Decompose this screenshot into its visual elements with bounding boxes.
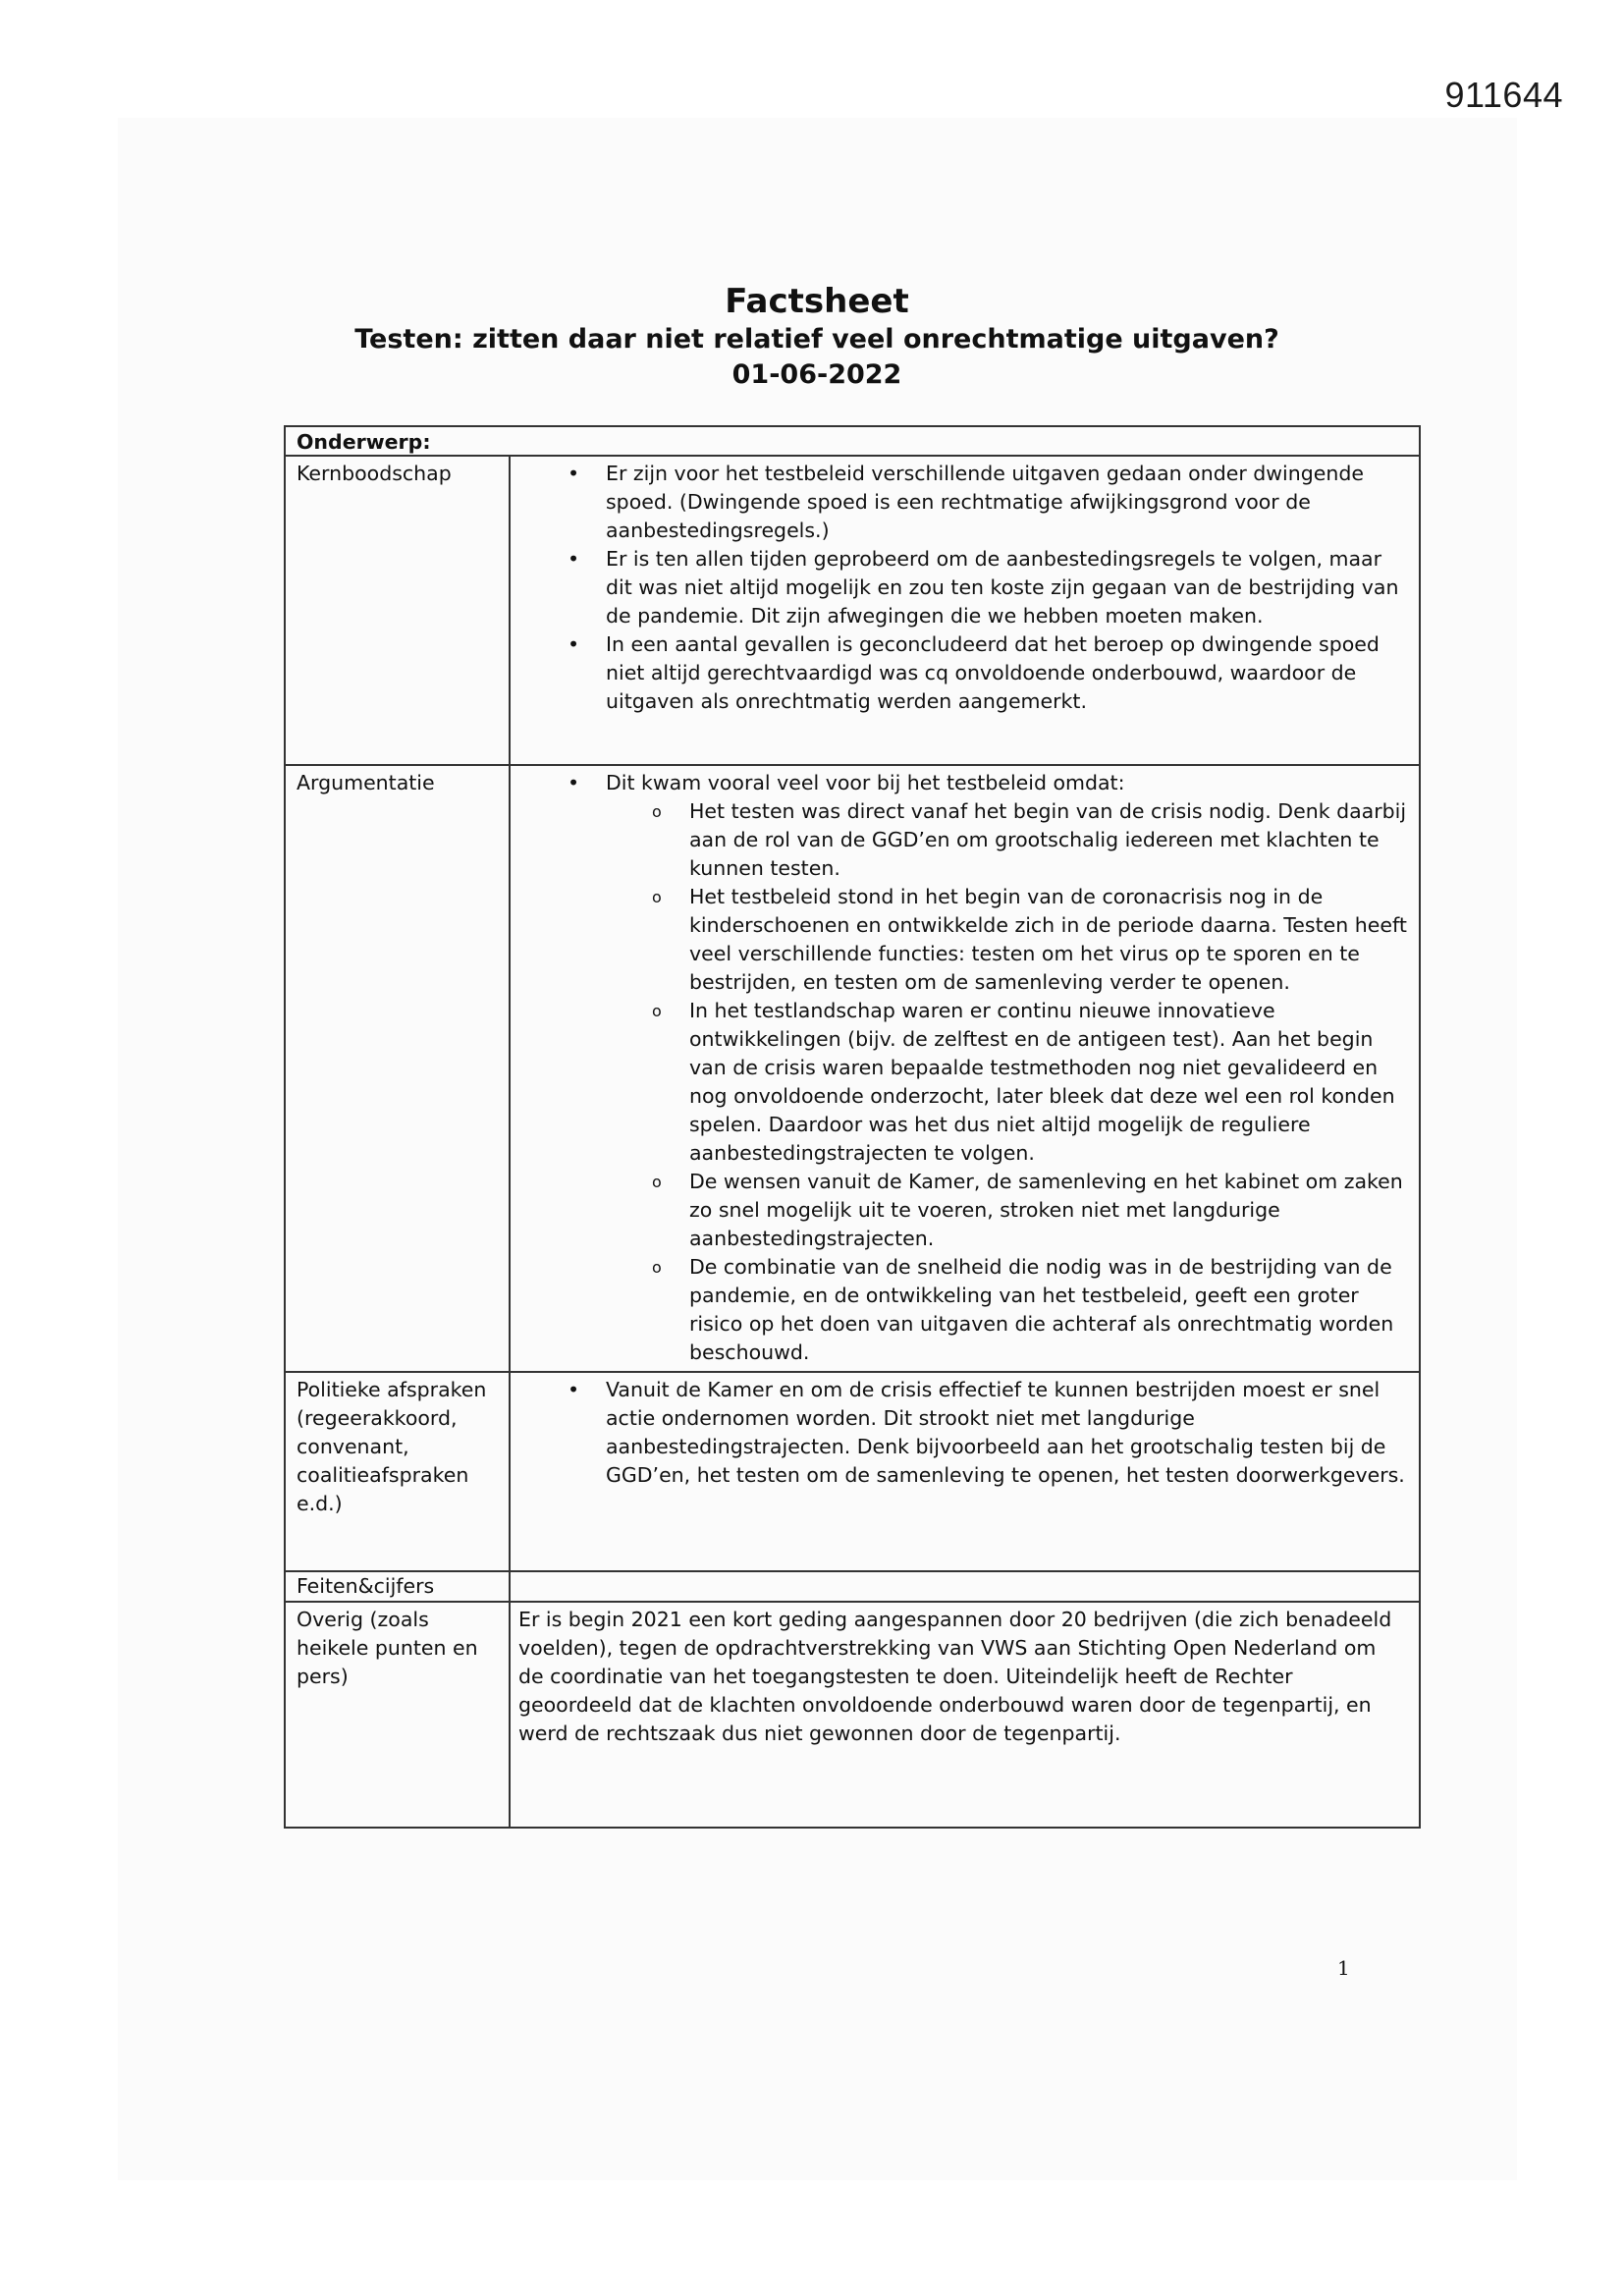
row-label: Feiten&cijfers	[286, 1572, 511, 1601]
page-number: 1	[1337, 1956, 1350, 1980]
bullet-item: • Er is ten allen tijden geprobeerd om de aanbestedingsregels te volgen, maar dit was niet altijd mogelijk en zou ten koste zijn gegaan van de bestrijding van de pandemie. Dit zijn afwegingen die we hebben moeten maken.	[568, 545, 1407, 630]
paragraph: Er is begin 2021 een kort geding aangespannen door 20 bedrijven (die zich benadeeld voelden), tegen de opdrachtverstrekking van VWS aan Stichting Open Nederland om de coordinatie van het toegangstesten te doen. Uiteindelijk heeft de Rechter geoordeeld dat de klachten onvoldoende onderbouwd waren door de tegenpartij, en werd de rechtszaak dus niet gewonnen door de tegenpartij.	[518, 1608, 1392, 1745]
row-label: Politieke afspraken (regeerakkoord, convenant, coalitieafspraken e.d.)	[286, 1373, 511, 1570]
sub-bullet-item: o Het testen was direct vanaf het begin van de crisis nodig. Denk daarbij aan de rol van de GGD’en om grootschalig iedereen met klachten te kunnen testen.	[652, 797, 1407, 883]
row-kernboodschap	[286, 455, 1419, 764]
sub-bullet-item: o Het testbeleid stond in het begin van de coronacrisis nog in de kinderschoenen en ontwikkelde zich in de periode daarna. Testen heeft veel verschillende functies: testen om het virus op te sporen en te bestrijden, en testen om de samenleving verder te openen.	[652, 883, 1407, 997]
row-label: Kernboodschap	[286, 457, 511, 764]
page-date: 01-06-2022	[731, 359, 902, 390]
bullet-text: Dit kwam vooral veel voor bij het testbeleid omdat:	[606, 771, 1125, 794]
table-header-onderwerp: Onderwerp:	[297, 430, 431, 454]
row-label: Overig (zoals heikele punten en pers)	[286, 1603, 511, 1827]
page-subject: Testen: zitten daar niet relatief veel onrechtmatige uitgaven?	[354, 324, 1279, 355]
row-content	[511, 766, 1419, 1371]
row-overig	[286, 1601, 1419, 1827]
sub-bullet-item: o De combinatie van de snelheid die nodig was in de bestrijding van de pandemie, en de ontwikkeling van het testbeleid, geeft een groter risico op het doen van uitgaven die achteraf als onrechtmatig worden beschouwd.	[652, 1253, 1407, 1367]
bullet-item: • In een aantal gevallen is geconcludeerd dat het beroep op dwingende spoed niet altijd gerechtvaardigd was cq onvoldoende onderbouwd, waardoor de uitgaven als onrechtmatig werden aangemerkt.	[568, 630, 1407, 716]
row-content	[511, 1373, 1419, 1570]
row-content	[511, 1572, 1419, 1601]
sub-bullet-item: o De wensen vanuit de Kamer, de samenleving en het kabinet om zaken zo snel mogelijk uit te voeren, stroken niet met langdurige aanbestedingstrajecten.	[652, 1168, 1407, 1253]
bullet-item: • Vanuit de Kamer en om de crisis effectief te kunnen bestrijden moest er snel actie ondernomen worden. Dit strookt niet met langdurige aanbestedingstrajecten. Denk bijvoorbeeld aan het grootschalig testen bij de GGD’en, het testen om de samenleving te openen, het testen doorwerkgevers.	[568, 1376, 1407, 1490]
row-feiten-cijfers	[286, 1570, 1419, 1601]
row-content	[511, 457, 1419, 764]
row-argumentatie	[286, 764, 1419, 1371]
bullet-list	[518, 460, 1407, 716]
row-label: Argumentatie	[286, 766, 511, 1371]
bullet-list	[518, 769, 1407, 1367]
row-politieke-afspraken	[286, 1371, 1419, 1570]
sub-bullet-list	[606, 797, 1407, 1367]
page-title: Factsheet	[725, 282, 909, 321]
title-block	[0, 281, 1624, 393]
bullet-list	[518, 1376, 1407, 1490]
bullet-item	[568, 769, 1407, 1367]
bullet-item: • Er zijn voor het testbeleid verschillende uitgaven gedaan onder dwingende spoed. (Dwingende spoed is een rechtmatige afwijkingsgrond voor de aanbestedingsregels.)	[568, 460, 1407, 545]
sub-bullet-item: o In het testlandschap waren er continu nieuwe innovatieve ontwikkelingen (bijv. de zelftest en de antigeen test). Aan het begin van de crisis waren bepaalde testmethoden nog niet gevalideerd en nog onvoldoende onderzocht, later bleek dat deze wel een rol konden spelen. Daardoor was het dus niet altijd mogelijk de reguliere aanbestedingstrajecten te volgen.	[652, 997, 1407, 1168]
factsheet-table	[284, 425, 1421, 1829]
document-number: 911644	[1444, 75, 1563, 115]
row-content	[511, 1603, 1419, 1827]
